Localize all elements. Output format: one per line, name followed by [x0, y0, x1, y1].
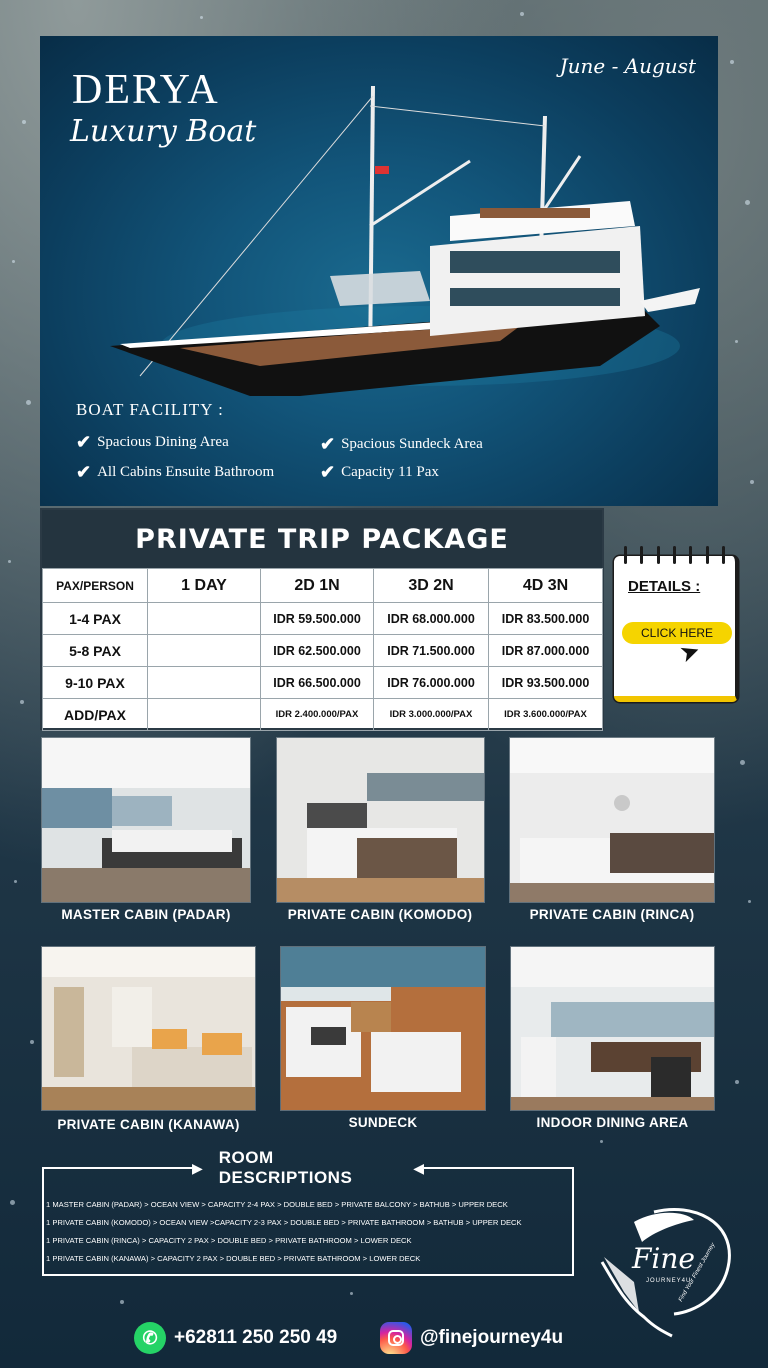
details-note — [614, 556, 738, 702]
click-here-button[interactable]: CLICK HERE — [622, 622, 732, 644]
price-cell: IDR 68.000.000 — [374, 603, 489, 635]
gallery-caption: MASTER CABIN (PADAR) — [61, 907, 231, 922]
price-cell — [148, 699, 261, 731]
details-title: DETAILS : — [628, 578, 701, 595]
row-label: ADD/PAX — [43, 699, 148, 731]
photo-kanawa-cabin — [41, 946, 256, 1111]
table-row — [43, 603, 603, 635]
row-label: 5-8 PAX — [43, 635, 148, 667]
cursor-icon: ➤ — [675, 636, 705, 669]
arrow-right-icon: ▶ — [42, 1161, 203, 1175]
list-item: 1 PRIVATE CABIN (KANAWA) > CAPACITY 2 PAX > DOUBLE BED > PRIVATE BATHROOM > LOWER DECK — [46, 1254, 421, 1263]
column-header: PAX/PERSON — [43, 569, 148, 603]
gallery-caption: PRIVATE CABIN (KANAWA) — [57, 1117, 240, 1132]
boat-name: DERYA — [72, 67, 220, 113]
whatsapp-icon: ✆ — [134, 1322, 166, 1354]
whatsapp-contact[interactable] — [134, 1322, 337, 1354]
row-label: 9-10 PAX — [43, 667, 148, 699]
notepad-rings — [624, 546, 725, 564]
instagram-handle: @finejourney4u — [420, 1327, 564, 1348]
price-grid — [42, 568, 603, 731]
hero-boat-banner — [40, 36, 718, 506]
facility-item — [76, 432, 229, 453]
facility-item — [320, 434, 483, 455]
photo-komodo-cabin — [276, 737, 485, 903]
logo-tagline: Find Your Finest Journey — [678, 1242, 717, 1303]
photo-rinca-cabin — [509, 737, 715, 903]
price-cell: IDR 87.000.000 — [489, 635, 603, 667]
row-label: 1-4 PAX — [43, 603, 148, 635]
room-descriptions-header — [42, 1148, 574, 1187]
facility-item — [320, 462, 439, 483]
room-description-list — [46, 1196, 586, 1268]
boat-subtitle: Luxury Boat — [70, 114, 257, 149]
price-cell: IDR 66.500.000 — [261, 667, 374, 699]
table-row — [43, 699, 603, 731]
list-item: 1 PRIVATE CABIN (KOMODO) > OCEAN VIEW >CAPACITY 2-3 PAX > DOUBLE BED > PRIVATE BATHROOM > BATHUB > UPPER DECK — [46, 1218, 522, 1227]
price-cell: IDR 2.400.000/PAX — [261, 699, 374, 731]
column-header: 2D 1N — [261, 569, 374, 603]
price-cell: IDR 3.000.000/PAX — [374, 699, 489, 731]
photo-sundeck — [280, 946, 486, 1111]
price-cell: IDR 71.500.000 — [374, 635, 489, 667]
facility-heading: BOAT FACILITY : — [76, 400, 224, 419]
table-row — [43, 635, 603, 667]
table-row — [43, 667, 603, 699]
price-cell — [148, 667, 261, 699]
price-cell: IDR 59.500.000 — [261, 603, 374, 635]
checkmark-icon: ✔ — [320, 434, 336, 454]
price-cell — [148, 603, 261, 635]
facility-item — [76, 462, 274, 483]
checkmark-icon: ✔ — [320, 462, 336, 482]
checkmark-icon: ✔ — [76, 432, 92, 452]
price-cell: IDR 93.500.000 — [489, 667, 603, 699]
instagram-icon — [380, 1322, 412, 1354]
price-cell: IDR 62.500.000 — [261, 635, 374, 667]
list-item: 1 PRIVATE CABIN (RINCA) > CAPACITY 2 PAX > DOUBLE BED > PRIVATE BATHROOM > LOWER DECK — [46, 1236, 412, 1245]
season-label: June - August — [559, 54, 696, 78]
price-cell: IDR 83.500.000 — [489, 603, 603, 635]
column-header: 4D 3N — [489, 569, 603, 603]
logo-name: Fine — [632, 1242, 695, 1275]
gallery-caption: PRIVATE CABIN (KOMODO) — [287, 907, 473, 922]
gallery-caption: SUNDECK — [348, 1115, 418, 1130]
list-item: 1 MASTER CABIN (PADAR) > OCEAN VIEW > CAPACITY 2-4 PAX > DOUBLE BED > PRIVATE BALCONY > BATHUB > UPPER DECK — [46, 1200, 508, 1209]
facility-label: All Cabins Ensuite Bathroom — [97, 464, 275, 480]
price-table — [40, 508, 604, 730]
phone-number: +62811 250 250 49 — [174, 1327, 338, 1348]
arrow-left-icon: ◀ — [413, 1161, 574, 1175]
price-cell: IDR 76.000.000 — [374, 667, 489, 699]
gallery-caption: PRIVATE CABIN (RINCA) — [529, 907, 695, 922]
facility-label: Spacious Sundeck Area — [341, 436, 483, 452]
price-cell: IDR 3.600.000/PAX — [489, 699, 603, 731]
checkmark-icon: ✔ — [76, 462, 92, 482]
table-header-row — [43, 569, 603, 603]
facility-label: Spacious Dining Area — [97, 434, 229, 450]
column-header: 3D 2N — [374, 569, 489, 603]
room-descriptions-title: ROOM DESCRIPTIONS — [218, 1148, 353, 1187]
price-table-title: PRIVATE TRIP PACKAGE — [42, 510, 602, 568]
photo-dining-area — [510, 946, 715, 1111]
instagram-contact[interactable] — [380, 1322, 563, 1354]
facility-label: Capacity 11 Pax — [341, 464, 439, 480]
fine-journey-logo — [594, 1202, 744, 1347]
photo-master-cabin — [41, 737, 251, 903]
column-header: 1 DAY — [148, 569, 261, 603]
gallery-caption: INDOOR DINING AREA — [536, 1115, 689, 1130]
price-cell — [148, 635, 261, 667]
logo-sub: JOURNEY4U — [646, 1278, 692, 1284]
